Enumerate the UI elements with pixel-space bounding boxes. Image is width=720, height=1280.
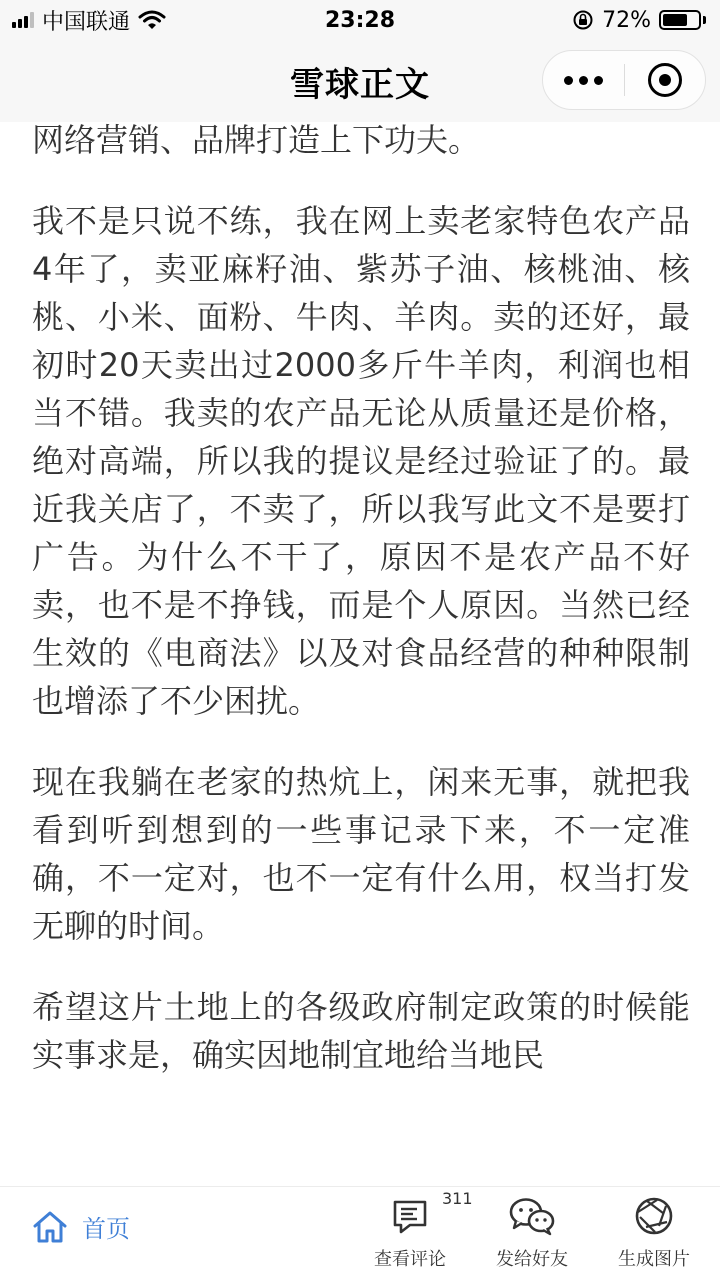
- view-comments-label: 查看评论: [374, 1249, 446, 1270]
- more-dots-icon: [564, 76, 603, 85]
- home-button[interactable]: [32, 1209, 130, 1244]
- status-time: 23:28: [324, 7, 396, 33]
- mini-program-capsule: [542, 50, 706, 110]
- home-icon: [32, 1210, 68, 1244]
- wechat-icon: [508, 1195, 556, 1237]
- generate-image-label: 生成图片: [618, 1249, 690, 1270]
- status-bar: [0, 0, 720, 40]
- rotation-lock-icon: [572, 9, 594, 31]
- wifi-icon: [138, 10, 166, 30]
- generate-image-button[interactable]: [608, 1193, 700, 1271]
- bottom-toolbar: [0, 1186, 720, 1280]
- close-target-icon: [648, 63, 682, 97]
- page-title: 雪球正文: [290, 64, 430, 105]
- article-paragraph: 希望这片土地上的各级政府制定政策的时候能实事求是，确实因地制宜地给当地民: [32, 988, 690, 1074]
- comment-icon: [390, 1196, 430, 1236]
- article-body[interactable]: [0, 122, 720, 1186]
- close-button[interactable]: [625, 51, 706, 109]
- signal-icon: [12, 12, 34, 28]
- send-to-friend-button[interactable]: [486, 1193, 578, 1271]
- view-comments-button[interactable]: [364, 1189, 473, 1271]
- article-paragraph: 我不是只说不练，我在网上卖老家特色农产品4年了，卖亚麻籽油、紫苏子油、核桃油、核桃、小米、面粉、牛肉、羊肉。卖的还好，最初时20天卖出过2000多斤牛羊肉，利润也相当不错。我卖的农产品无论从质量还是价格，绝对高端，所以我的提议是经过验证了的。最近我关店了，不卖了，所以我写此文不是要打广告。为什么不干了，原因不是农产品不好卖，也不是不挣钱，而是个人原因。当然已经生效的《电商法》以及对食品经营的种种限制也增添了不少困扰。: [32, 202, 690, 720]
- article-paragraph: 网络营销、品牌打造上下功夫。: [32, 122, 481, 159]
- battery-percent: 72%: [602, 7, 651, 33]
- article-paragraph: 现在我躺在老家的热炕上，闲来无事，就把我看到听到想到的一些事记录下来，不一定准确，不一定对，也不一定有什么用，权当打发无聊的时间。: [32, 763, 690, 945]
- more-button[interactable]: [543, 51, 624, 109]
- nav-bar: [0, 40, 720, 122]
- comment-count-badge: 311: [442, 1189, 473, 1208]
- aperture-icon: [633, 1195, 675, 1237]
- send-to-friend-label: 发给好友: [496, 1249, 568, 1270]
- carrier-name: 中国联通: [42, 9, 131, 35]
- battery-icon: [659, 10, 706, 30]
- home-label: 首页: [82, 1215, 130, 1243]
